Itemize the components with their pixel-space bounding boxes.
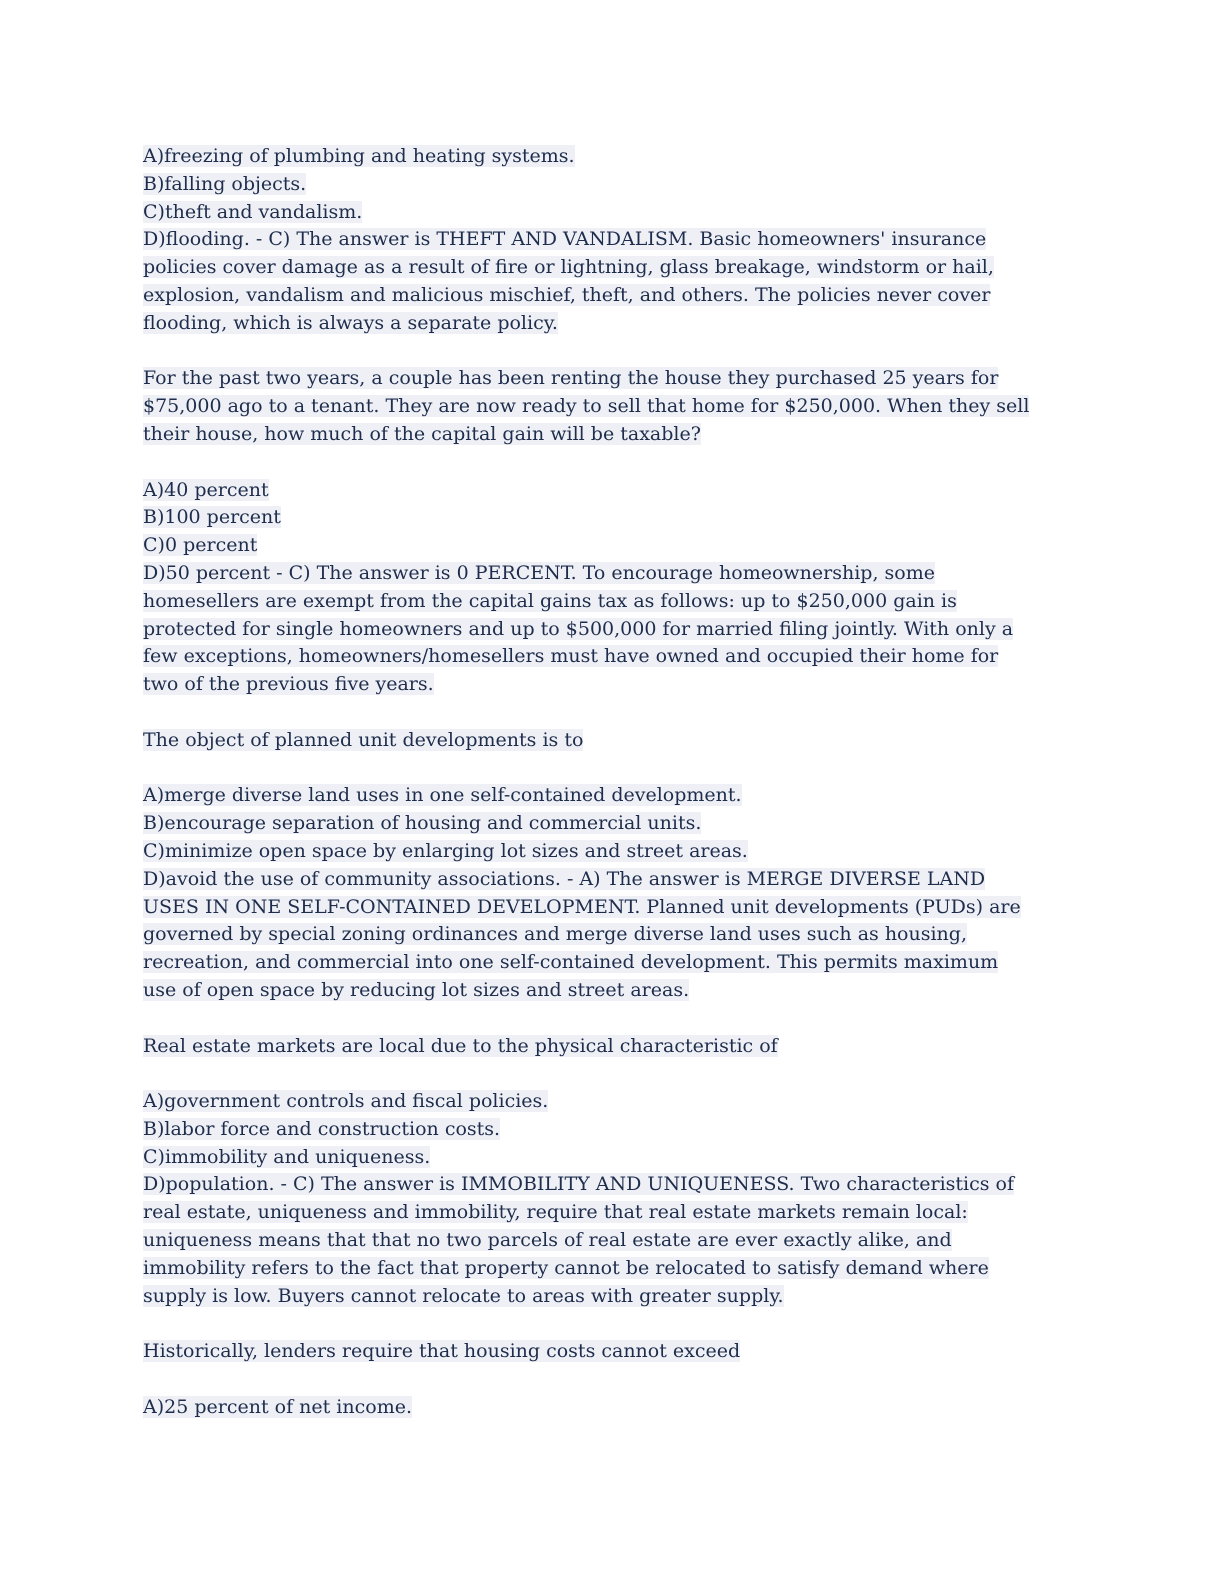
- text-line: [143, 365, 1083, 393]
- blank-line: [143, 1005, 1083, 1033]
- text-line: [143, 616, 1083, 644]
- text-line: [143, 838, 1083, 866]
- blank-line: [143, 1366, 1083, 1394]
- document-text: [143, 143, 1083, 1422]
- text-line: [143, 1394, 1083, 1422]
- text-line-content: A)40 percent: [143, 478, 269, 501]
- text-line-content: Historically, lenders require that housing costs cannot exceed: [143, 1340, 741, 1363]
- text-line-content: few exceptions, homeowners/homesellers must have owned and occupied their home for: [143, 645, 999, 668]
- text-line-content: protected for single homeowners and up to $500,000 for married filing jointly. With only a: [143, 617, 1014, 640]
- text-line-content: flooding, which is always a separate policy.: [143, 311, 558, 334]
- text-line: [143, 477, 1083, 505]
- text-line-content: B)labor force and construction costs.: [143, 1117, 501, 1140]
- text-line: [143, 393, 1083, 421]
- text-line: [143, 282, 1083, 310]
- text-line-content: use of open space by reducing lot sizes and street areas.: [143, 978, 690, 1001]
- text-line-content: $75,000 ago to a tenant. They are now ready to sell that home for $250,000. When they sell: [143, 395, 1030, 418]
- text-line-content: C)0 percent: [143, 534, 258, 557]
- text-line-content: Real estate markets are local due to the physical characteristic of: [143, 1034, 778, 1057]
- text-line-content: two of the previous five years.: [143, 673, 434, 696]
- text-line: [143, 949, 1083, 977]
- text-line: [143, 226, 1083, 254]
- text-line-content: homesellers are exempt from the capital gains tax as follows: up to $250,000 gain is: [143, 589, 957, 612]
- text-line-content: B)encourage separation of housing and commercial units.: [143, 812, 702, 835]
- text-line-content: D)avoid the use of community associations. - A) The answer is MERGE DIVERSE LAND: [143, 867, 986, 890]
- text-line-content: C)immobility and uniqueness.: [143, 1145, 431, 1168]
- text-line-content: real estate, uniqueness and immobility, require that real estate markets remain local:: [143, 1201, 968, 1224]
- text-line: [143, 921, 1083, 949]
- blank-line: [143, 449, 1083, 477]
- text-line-content: supply is low. Buyers cannot relocate to areas with greater supply.: [143, 1284, 784, 1307]
- text-line: [143, 421, 1083, 449]
- text-line: [143, 977, 1083, 1005]
- text-line-content: B)falling objects.: [143, 172, 307, 195]
- text-line-content: their house, how much of the capital gain will be taxable?: [143, 422, 701, 445]
- text-line: [143, 727, 1083, 755]
- text-line: [143, 1283, 1083, 1311]
- text-line-content: explosion, vandalism and malicious mischief, theft, and others. The policies never cover: [143, 283, 991, 306]
- text-line-content: D)50 percent - C) The answer is 0 PERCENT. To encourage homeownership, some: [143, 561, 935, 584]
- text-line-content: A)government controls and fiscal policies.: [143, 1090, 549, 1113]
- text-line: [143, 866, 1083, 894]
- text-line: [143, 1033, 1083, 1061]
- blank-line: [143, 1060, 1083, 1088]
- text-line: [143, 199, 1083, 227]
- blank-line: [143, 338, 1083, 366]
- text-line: [143, 1116, 1083, 1144]
- text-line-content: D)population. - C) The answer is IMMOBILITY AND UNIQUENESS. Two characteristics of: [143, 1173, 1015, 1196]
- text-line-content: governed by special zoning ordinances and merge diverse land uses such as housing,: [143, 923, 967, 946]
- text-line-content: recreation, and commercial into one self-contained development. This permits maximum: [143, 951, 999, 974]
- text-line: [143, 143, 1083, 171]
- blank-line: [143, 699, 1083, 727]
- text-line: [143, 310, 1083, 338]
- text-line-content: C)theft and vandalism.: [143, 200, 363, 223]
- text-line: [143, 1227, 1083, 1255]
- text-line-content: B)100 percent: [143, 506, 281, 529]
- text-line: [143, 810, 1083, 838]
- text-line: [143, 171, 1083, 199]
- text-line-content: For the past two years, a couple has been renting the house they purchased 25 years for: [143, 367, 999, 390]
- text-line: [143, 504, 1083, 532]
- text-line: [143, 1171, 1083, 1199]
- text-line: [143, 1338, 1083, 1366]
- text-line-content: immobility refers to the fact that property cannot be relocated to satisfy demand where: [143, 1256, 989, 1279]
- text-line: [143, 671, 1083, 699]
- text-line-content: D)flooding. - C) The answer is THEFT AND VANDALISM. Basic homeowners' insurance: [143, 228, 987, 251]
- text-line: [143, 588, 1083, 616]
- text-line: [143, 560, 1083, 588]
- text-line-content: C)minimize open space by enlarging lot sizes and street areas.: [143, 839, 748, 862]
- text-line: [143, 643, 1083, 671]
- text-line-content: USES IN ONE SELF-CONTAINED DEVELOPMENT. Planned unit developments (PUDs) are: [143, 895, 1021, 918]
- text-line-content: A)freezing of plumbing and heating systems.: [143, 145, 575, 167]
- text-line: [143, 782, 1083, 810]
- text-line: [143, 1255, 1083, 1283]
- text-line: [143, 894, 1083, 922]
- blank-line: [143, 1310, 1083, 1338]
- text-line-content: policies cover damage as a result of fire or lightning, glass breakage, windstorm or hail,: [143, 256, 994, 279]
- text-line-content: The object of planned unit developments is to: [143, 728, 584, 751]
- text-line: [143, 1088, 1083, 1116]
- text-line-content: A)merge diverse land uses in one self-contained development.: [143, 784, 742, 807]
- text-line: [143, 1199, 1083, 1227]
- text-line-content: uniqueness means that that no two parcels of real estate are ever exactly alike, and: [143, 1229, 952, 1252]
- text-line-content: A)25 percent of net income.: [143, 1395, 412, 1418]
- text-line: [143, 532, 1083, 560]
- blank-line: [143, 755, 1083, 783]
- text-line: [143, 1144, 1083, 1172]
- text-line: [143, 254, 1083, 282]
